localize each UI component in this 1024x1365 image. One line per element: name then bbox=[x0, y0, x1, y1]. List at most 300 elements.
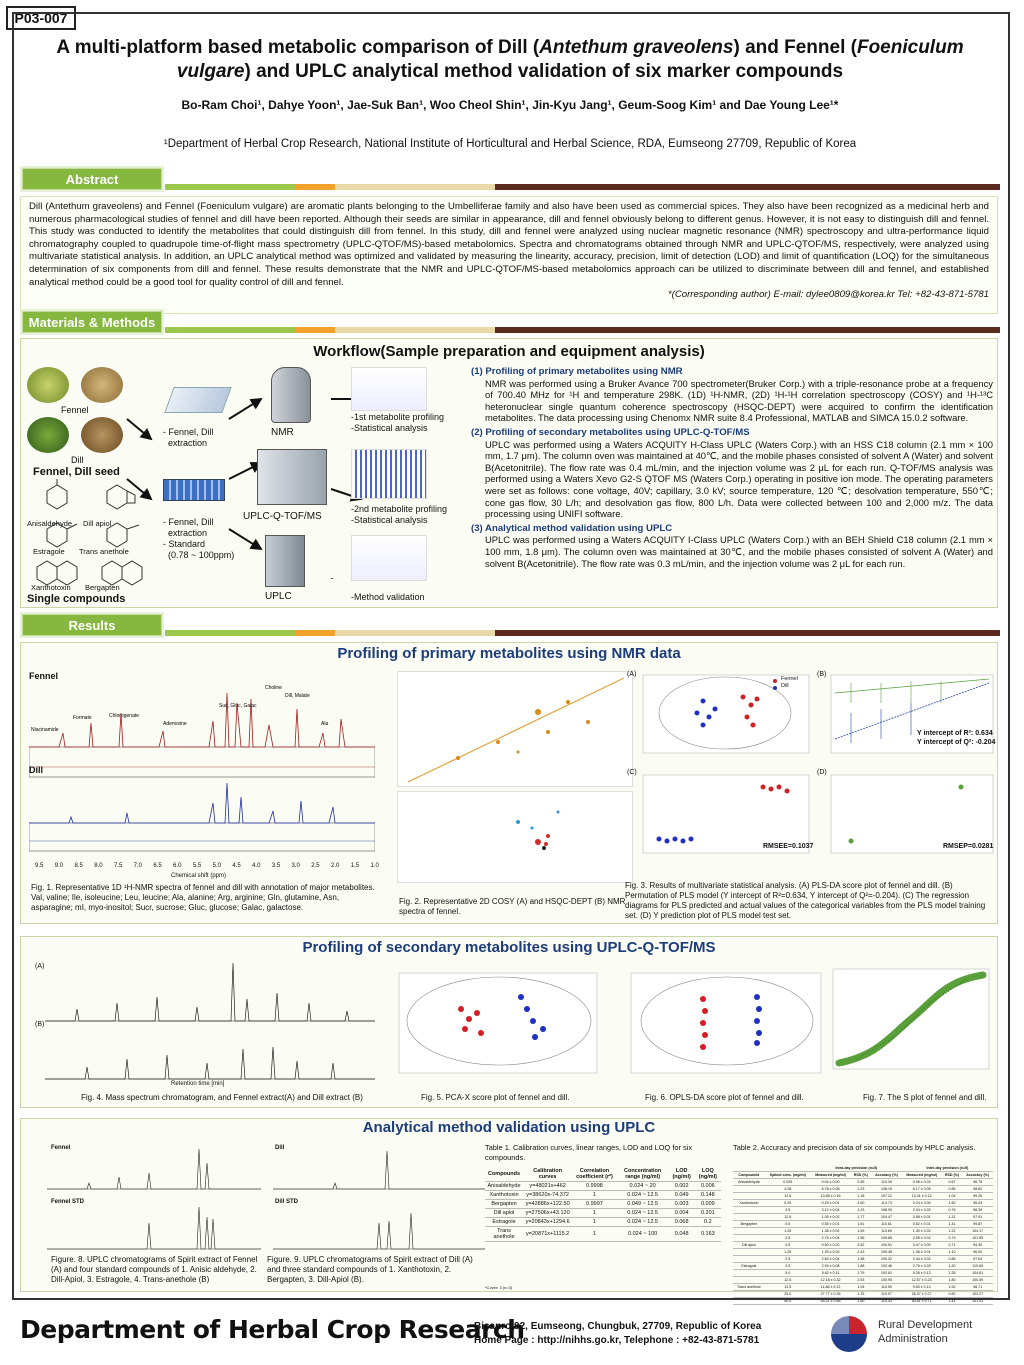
workflow-title: Workflow(Sample preparation and equipment analysis) bbox=[313, 343, 705, 360]
table-cell: 1.23 bbox=[850, 1186, 871, 1193]
table-cell: 0.004 bbox=[669, 1209, 695, 1218]
table-cell: 1.79 bbox=[850, 1270, 871, 1277]
accuracy-precision-table bbox=[733, 1165, 993, 1305]
table-cell: 0.67 bbox=[942, 1179, 963, 1186]
table-row bbox=[733, 1270, 993, 1277]
table-row bbox=[733, 1207, 993, 1214]
table-cell: 1.18 bbox=[850, 1193, 871, 1200]
fennel-plant-image bbox=[27, 367, 69, 403]
table-cell bbox=[733, 1298, 765, 1305]
table-cell: 1.20 bbox=[942, 1263, 963, 1270]
table-cell: 104.47 bbox=[871, 1214, 902, 1221]
compound-bergapten: Bergapten bbox=[85, 583, 120, 592]
hsqc-2d-spectrum bbox=[397, 791, 633, 883]
poster-id: P03-007 bbox=[6, 6, 76, 30]
table-cell: y=38620x-74.372 bbox=[523, 1191, 572, 1200]
table-cell: 97.91 bbox=[962, 1214, 993, 1221]
table-cell: 1.61 bbox=[850, 1221, 871, 1228]
table-cell: 97.63 bbox=[962, 1256, 993, 1263]
table-cell: 12.5 bbox=[765, 1284, 811, 1291]
fig6-caption: Fig. 6. OPLS-DA score plot of fennel and dill. bbox=[645, 1093, 804, 1102]
footer-address: Bisanro 92, Eumseong, Chungbuk, 27709, Republic of Korea Home Page : http://nihhs.go.kr, Telephone : +82-43-871-5781 bbox=[474, 1321, 762, 1346]
uplc-qtof-results-panel bbox=[20, 936, 998, 1108]
authors: Bo-Ram Choi¹, Dahye Yoon¹, Jae-Suk Ban¹, Woo Cheol Shin¹, Jin-Kyu Jang¹, Geum-Soog Kim¹ and Dae Young Lee¹* bbox=[181, 98, 839, 112]
fig3-caption: Fig. 3. Results of multivariate statistical analysis. (A) PLS-DA score plot of fennel and dill. (B) Permutation of PLS model (Y intercept of R²=0.634, Y intercept of Q²=-0.204). (C) The regression diagrams for PLS predicted and actual values of the categorical variables from the PLS model training set. (D) Y prediction plot of PLS model test set. bbox=[625, 881, 986, 920]
table1-note: *Cover: 3 (n=3) bbox=[485, 1285, 513, 1290]
table-cell: 99.25 bbox=[962, 1193, 993, 1200]
output-1: -1st metabolite profiling -Statistical analysis bbox=[351, 412, 445, 433]
results-heading: Results bbox=[22, 614, 162, 636]
table-cell: 13.41 ± 0.12 bbox=[902, 1193, 942, 1200]
table-cell: Anisaldehyde bbox=[485, 1182, 523, 1191]
table-cell: 5.62 ± 0.11 bbox=[811, 1270, 851, 1277]
table-row bbox=[733, 1235, 993, 1242]
table-cell: 1.58 bbox=[850, 1256, 871, 1263]
fig4-caption: Fig. 4. Mass spectrum chromatogram, and Fennel extract(A) and Dill extract (B) bbox=[81, 1093, 363, 1102]
table-cell: 0.52 ± 0.01 bbox=[902, 1221, 942, 1228]
table-cell: 95.43 bbox=[962, 1200, 993, 1207]
table-cell: 0.85 bbox=[942, 1186, 963, 1193]
nmr-instrument-image bbox=[271, 367, 311, 423]
fennel-label: Fennel bbox=[61, 405, 89, 415]
table-cell: 1.31 bbox=[942, 1214, 963, 1221]
table-cell: 1.25 bbox=[765, 1228, 811, 1235]
output-2: -2nd metabolite profiling -Statistical analysis bbox=[351, 504, 448, 525]
table-cell: 1 bbox=[572, 1218, 616, 1227]
s-plot bbox=[817, 965, 993, 1087]
table1-header: Concentration range (ng/ml) bbox=[617, 1167, 669, 1182]
table-cell: 96.00 bbox=[962, 1249, 993, 1256]
nmr-label: NMR bbox=[271, 427, 294, 438]
table-cell: 104.61 bbox=[962, 1270, 993, 1277]
table-cell: 1.77 bbox=[850, 1214, 871, 1221]
table-cell: Dill apiol bbox=[733, 1242, 765, 1249]
table-cell: 109.48 bbox=[871, 1249, 902, 1256]
table-row bbox=[733, 1221, 993, 1228]
table-cell: 1.41 bbox=[942, 1221, 963, 1228]
table-cell bbox=[733, 1277, 765, 1284]
table-cell: 1.39 ± 0.03 bbox=[811, 1249, 851, 1256]
table-cell: 1.05 ± 0.02 bbox=[811, 1214, 851, 1221]
methods-description bbox=[471, 363, 993, 569]
table-row bbox=[733, 1214, 993, 1221]
methods-heading: Materials & Methods bbox=[22, 311, 162, 333]
table-cell: Anisaldehyde bbox=[733, 1179, 765, 1186]
calibration-table bbox=[485, 1167, 721, 1242]
table-cell bbox=[733, 1193, 765, 1200]
table-cell: 26.07 ± 0.27 bbox=[902, 1291, 942, 1298]
svg-text:Suc, Gluc, Galac: Suc, Gluc, Galac bbox=[219, 703, 257, 709]
label-c: (C) bbox=[627, 769, 637, 776]
table-cell: 0.86 bbox=[942, 1256, 963, 1263]
table-cell: 0.148 bbox=[695, 1191, 721, 1200]
table-cell: 0.24 ± 0.00 bbox=[902, 1200, 942, 1207]
table-cell: 4.60 bbox=[850, 1200, 871, 1207]
table-cell: 0.002 bbox=[669, 1182, 695, 1191]
table-cell: 1.10 bbox=[942, 1249, 963, 1256]
table-cell bbox=[733, 1256, 765, 1263]
plsda-legend: Fennel Dill bbox=[781, 676, 798, 689]
table-cell bbox=[733, 1291, 765, 1298]
table-cell: 0.96 ± 0.02 bbox=[902, 1179, 942, 1186]
table-cell: 5.35 ± 0.13 bbox=[902, 1270, 942, 1277]
nmr-x-ticks: 9.5 9.0 8.5 8.0 7.5 7.0 6.5 6.0 5.5 5.0 4.5 4.0 3.5 3.0 2.5 2.0 1.5 1.0 bbox=[35, 863, 379, 869]
dill-uplc-chromatograms bbox=[273, 1143, 489, 1255]
table-cell: y=20843x+1294.6 bbox=[523, 1218, 572, 1227]
uplc-label: UPLC bbox=[265, 591, 292, 602]
fennel-nmr-spectrum bbox=[29, 683, 375, 783]
table-row bbox=[733, 1242, 993, 1249]
oplsda-score-plot bbox=[613, 969, 825, 1085]
table-row bbox=[733, 1249, 993, 1256]
validation-software-screenshot bbox=[351, 535, 427, 581]
table-cell: 1.60 bbox=[850, 1298, 871, 1305]
table-cell: 12.5 bbox=[765, 1193, 811, 1200]
intra-day-group: Intra-day precision (n=5) bbox=[811, 1165, 902, 1172]
fennel-chrom-label: Fennel bbox=[51, 1145, 71, 1151]
table-cell: 0.71 bbox=[942, 1242, 963, 1249]
table1-header: LOQ (ng/ml) bbox=[695, 1167, 721, 1182]
table-cell: 3.12 ± 0.04 bbox=[811, 1207, 851, 1214]
method-2-body: UPLC was performed using a Waters ACQUITY H-Class UPLC (Waters Corp.) with an HSS C18 column (2.1 mm × 100 mm, 1.7 μm). The column oven was maintained at 40℃, and the mobile phases consisted of solvent A (Water) and solvent B(Acetonitrile). The flow rate was 0.4 mL/min, and the injection volume was 2 μL for each run. Q-TOF/MS analysis was performed using a Waters Xevo G2-S QTOF MS (Waters Corp.) operating in positive ion mode. The operating parameters were set as follows: cone voltage, 40V; capillary, 3.0 kV; source temperature, 120 ℃; desolvation temperature, 550℃; cone gas flow, 30 L/h; and desolvation gas flow, 800 L/h. Data were collected between 100 and 2,000 m/z. The data processing using UNIFI software. bbox=[485, 438, 993, 520]
method-1-body: NMR was performed using a Bruker Avance 700 spectrometer(Bruker Corp.) with a triple-resonance probe at a frequency of 700.40 MHz for ¹H and temperature 298K. (1D) ¹H-NMR, (2D) ¹H-¹H correlation spectroscopy (COSY) and ¹H-¹³C heteronuclear single quantum coherence spectroscopy (HSQC-DEPT) were acquired to confirm the identification metabolites. The data processing using Chenomx NMR suite 8.4 Professional, MATLAB and SIMCA 15.0.2 software. bbox=[485, 377, 993, 424]
table-row bbox=[733, 1263, 993, 1270]
table-cell: Estragole bbox=[485, 1218, 523, 1227]
table-cell: 0.024 ~ 100 bbox=[617, 1227, 669, 1242]
table-row bbox=[733, 1200, 993, 1207]
nmr-x-label: Chemical shift (ppm) bbox=[171, 873, 227, 879]
table-cell: y=20871x+1115.2 bbox=[523, 1227, 572, 1242]
chrom-x-label: Retention time [min] bbox=[171, 1081, 225, 1087]
fig5-caption: Fig. 5. PCA-X score plot of fennel and dill. bbox=[421, 1093, 570, 1102]
rmsep-value: RMSEP=0.0281 bbox=[943, 843, 994, 850]
table-row bbox=[485, 1218, 721, 1227]
table-cell: 1.25 bbox=[850, 1291, 871, 1298]
rmsee-value: RMSEE=0.1037 bbox=[763, 843, 814, 850]
tube-rack-image bbox=[164, 387, 231, 413]
table-cell: 102.81 bbox=[871, 1270, 902, 1277]
table-cell: 0.024 ~ 20 bbox=[617, 1182, 669, 1191]
table-cell: 1.25 bbox=[765, 1249, 811, 1256]
dill-seed-image bbox=[81, 417, 123, 453]
rda-logo-icon bbox=[826, 1312, 872, 1354]
svg-text:Adenosine: Adenosine bbox=[163, 721, 187, 727]
table-cell: 109.85 bbox=[871, 1235, 902, 1242]
table-cell: 1.56 bbox=[850, 1235, 871, 1242]
table-cell: Estragole bbox=[733, 1263, 765, 1270]
table-cell bbox=[733, 1270, 765, 1277]
table-cell: 27.77 ± 0.35 bbox=[811, 1291, 851, 1298]
nmr-results-panel bbox=[20, 642, 998, 924]
table-cell: 0.55 ± 0.01 bbox=[811, 1221, 851, 1228]
table-cell: y=48021x+462 bbox=[523, 1182, 572, 1191]
affiliation: ¹Department of Herbal Crop Research, National Institute of Horticultural and Herbal Science, RDA, Eumseong 27709, Republic of Korea bbox=[163, 138, 857, 150]
table-row bbox=[485, 1209, 721, 1218]
table-cell: 2.5 bbox=[765, 1256, 811, 1263]
table-cell: 0.5 bbox=[765, 1221, 811, 1228]
abstract-text: Dill (Antethum graveolens) and Fennel (Foeniculum vulgare) are aromatic plants belonging to the Umbelliferae family and also have been used as commercial spices. They also have been recognized as a medicinal herb and numerous pharmacological studies of fennel and dill have been reported. Although their seeds are similar in appearance, dill and fennel obviously belong to different genus. However, it is not easy to distinguish dill and fennel. This study was conducted to identify the metabolites that could distinguish dill from fennel. In this study, dill and fennel were analyzed using nuclear magnetic resonance (NMR) spectroscopy and ultra-performance liquid chromatography coupled to quadrupole time-of-flight mass spectrometry (UPLC-QTOF/MS)-based metabolomics. Spectra and chromatograms obtained through NMR and UPLC-QTOF/MS, respectively, were analyzed using multivariate statistical analysis. In addition, an UPLC analytical method was optimized and validated by measuring the linearity, accuracy, precision, limit of detection (LOD) and limit of quantification (LOQ) for the simultaneous determination of six components from dill and fennel. These results demonstrate that the NMR and UPLC-QTOF/MS-based metabolomics approach can be utilized to discriminate between dill and fennel, and established analytical method could be a good tool for quality control of dill and fennel. bbox=[29, 201, 989, 288]
table-row bbox=[733, 1186, 993, 1193]
method-2-heading: (2) Profiling of secondary metabolites using UPLC-Q-TOF/MS bbox=[471, 426, 750, 438]
table-cell: 2.44 ± 0.02 bbox=[902, 1207, 942, 1214]
table-cell: 104.17 bbox=[962, 1228, 993, 1235]
table-cell: y=42886x+122.50 bbox=[523, 1200, 572, 1209]
dill-label: Dill bbox=[71, 455, 84, 465]
table-cell: 0.25 bbox=[765, 1200, 811, 1207]
table-cell: 4.28 bbox=[765, 1186, 811, 1193]
table-cell: 12.18 ± 0.32 bbox=[811, 1277, 851, 1284]
table-cell: 101.03 bbox=[962, 1298, 993, 1305]
mass-chromatograms bbox=[45, 963, 379, 1089]
table-cell: 110.90 bbox=[871, 1284, 902, 1291]
table-cell: 0.049 ~ 12.5 bbox=[617, 1200, 669, 1209]
svg-text:Formate: Formate bbox=[73, 715, 92, 721]
abstract-box bbox=[20, 196, 998, 314]
table2-header: Measured (mg/ml) bbox=[811, 1172, 851, 1179]
table-cell: 0.006 bbox=[695, 1182, 721, 1191]
table2-header: Accuracy (%) bbox=[871, 1172, 902, 1179]
label-d: (D) bbox=[817, 769, 827, 776]
table-cell: 2.75 ± 0.04 bbox=[811, 1235, 851, 1242]
table-cell: 2.55 bbox=[850, 1179, 871, 1186]
table-cell: 3.52 bbox=[850, 1242, 871, 1249]
table2-header: Accuracy (%) bbox=[962, 1172, 993, 1179]
svg-text:Ala: Ala bbox=[321, 721, 329, 727]
table-cell: Trans anethole bbox=[485, 1227, 523, 1242]
table-cell: 0.47 ± 0.00 bbox=[902, 1242, 942, 1249]
pca-score-plot bbox=[381, 969, 601, 1085]
table-cell: 0.009 bbox=[695, 1200, 721, 1209]
table-cell: 2.55 ± 0.02 bbox=[902, 1235, 942, 1242]
table-cell: Xanthotoxin bbox=[485, 1191, 523, 1200]
table-row bbox=[733, 1291, 993, 1298]
table-cell bbox=[733, 1249, 765, 1256]
table-cell: 0.003 bbox=[669, 1200, 695, 1209]
table-cell: 0.58 ± 0.01 bbox=[902, 1214, 942, 1221]
table-cell: 100.59 bbox=[962, 1277, 993, 1284]
table-cell: 2.76 ± 0.03 bbox=[902, 1263, 942, 1270]
table-cell bbox=[733, 1235, 765, 1242]
uplc-qtof-instrument-image bbox=[257, 449, 327, 505]
table-row bbox=[733, 1179, 993, 1186]
fig2-caption: Fig. 2. Representative 2D COSY (A) and HSQC-DEPT (B) NMR spectra of fennel. bbox=[399, 897, 626, 916]
table-cell: 119.39 bbox=[871, 1179, 902, 1186]
uplc-qtof-label: UPLC-Q-TOF/MS bbox=[243, 511, 322, 522]
intercept-values: Y intercept of R²: 0.634 Y intercept of Q²: -0.204 bbox=[917, 730, 996, 746]
table-cell: 0.048 bbox=[669, 1227, 695, 1242]
table-cell: 0.76 bbox=[942, 1207, 963, 1214]
table-cell: 0.9998 bbox=[572, 1182, 616, 1191]
label-a: (A) bbox=[627, 671, 637, 678]
nmr-software-screenshot bbox=[351, 367, 427, 411]
table-cell: 55.21 ± 0.68 bbox=[811, 1298, 851, 1305]
table-cell: 2.63 ± 0.04 bbox=[811, 1256, 851, 1263]
fig8-caption: Figure. 8. UPLC chromatograms of Spirit extract of Fennel (A) and four standard compounds of 1. Anisic aldehyde, 2. Dill-Apiol, 3. Estragole, 4. Trans-anethole (B) bbox=[51, 1255, 258, 1284]
table-row bbox=[733, 1228, 993, 1235]
table-cell: 1 bbox=[572, 1227, 616, 1242]
table-cell: 0.50 ± 0.02 bbox=[811, 1242, 851, 1249]
table-cell: 2.94 ± 0.08 bbox=[811, 1263, 851, 1270]
table-cell: 108.19 bbox=[871, 1186, 902, 1193]
color-stripe bbox=[165, 630, 1000, 636]
table-cell: 1.38 ± 0.02 bbox=[811, 1228, 851, 1235]
table-cell: 6.78 ± 0.08 bbox=[811, 1186, 851, 1193]
table1-header: Correlation coefficient (r²) bbox=[572, 1167, 616, 1182]
table-cell: 105.32 bbox=[871, 1256, 902, 1263]
table-cell: 0.82 bbox=[942, 1291, 963, 1298]
workflow-panel bbox=[20, 338, 998, 608]
table-cell bbox=[733, 1228, 765, 1235]
table-cell: 2.5 bbox=[765, 1263, 811, 1270]
table-cell bbox=[733, 1186, 765, 1193]
table-cell: 1.80 bbox=[942, 1277, 963, 1284]
table-cell: 110.69 bbox=[962, 1263, 993, 1270]
table-cell: 0.024 ~ 12.5 bbox=[617, 1191, 669, 1200]
table-cell: 13.68 ± 0.16 bbox=[811, 1193, 851, 1200]
table-cell: 108.00 bbox=[871, 1207, 902, 1214]
table-cell: 1.41 bbox=[942, 1298, 963, 1305]
fig9-caption: Figure. 9. UPLC chromatograms of Spirit extract of Dill (A) and three standard compounds of 1. Xanthotoxin, 2. Bergapten, 3. Dill-Apiol (B). bbox=[267, 1255, 473, 1284]
table-cell: 2.53 bbox=[850, 1277, 871, 1284]
table-cell: 1 bbox=[572, 1209, 616, 1218]
workflow-arrows bbox=[121, 379, 381, 579]
dill-spectrum-label: Dill bbox=[29, 765, 44, 775]
table-cell: 98.39 bbox=[962, 1207, 993, 1214]
footer-department: Department of Herbal Crop Research bbox=[20, 1315, 525, 1344]
table-cell: 1.59 bbox=[850, 1228, 871, 1235]
dill-plant-image bbox=[27, 417, 69, 453]
nmr-panel-title: Profiling of primary metabolites using NMR data bbox=[337, 645, 681, 662]
table-cell: 99.87 bbox=[962, 1221, 993, 1228]
table-cell: 12.5 bbox=[765, 1277, 811, 1284]
table-cell: 0.2 bbox=[695, 1218, 721, 1227]
dill-std-label: Dill STD bbox=[275, 1199, 299, 1205]
qtof-software-screenshot bbox=[351, 449, 427, 499]
table-row bbox=[485, 1182, 721, 1191]
table2-header: Spiked conc. (mg/ml) bbox=[765, 1172, 811, 1179]
prep-step-1: - Fennel, Dill extraction bbox=[163, 427, 214, 448]
table-cell: 110.61 bbox=[871, 1221, 902, 1228]
well-plate-image bbox=[163, 479, 225, 501]
table-cell: 0.024 ~ 12.5 bbox=[617, 1218, 669, 1227]
compound-anisaldehyde: Anisaldehyde bbox=[27, 519, 73, 528]
compound-trans-anethole: Trans anethole bbox=[79, 547, 129, 556]
table-row bbox=[733, 1193, 993, 1200]
table-cell: 9.83 ± 0.13 bbox=[902, 1284, 942, 1291]
table-cell: 0.79 bbox=[942, 1235, 963, 1242]
table-cell: 25.0 bbox=[765, 1291, 811, 1298]
table-cell bbox=[733, 1214, 765, 1221]
table1-header: LOD (ng/ml) bbox=[669, 1167, 695, 1182]
svg-text:Chlorogenate: Chlorogenate bbox=[109, 713, 140, 719]
fennel-std-label: Fennel STD bbox=[51, 1199, 85, 1205]
fig1-caption: Fig. 1. Representative 1D ¹H-NMR spectra of fennel and dill with annotation of major metabolites. Val, valine; Ile, isoleucine; Leu, leucine; Ala, alanine; Arg, arginine; Gln, glutamine, Asn, asparagine; mI, myo-inositol; Sucr, sucrose; Gluc, glucose; Galac, galactose. bbox=[31, 883, 375, 912]
table-cell: 2.43 bbox=[850, 1249, 871, 1256]
cosy-2d-spectrum bbox=[397, 671, 633, 787]
table2-header: RSD (%) bbox=[942, 1172, 963, 1179]
table-cell: 50.51 ± 0.71 bbox=[902, 1298, 942, 1305]
table-cell: 101.95 bbox=[962, 1235, 993, 1242]
method-3-body: UPLC was performed using a Waters ACQUITY I-Class UPLC (Waters Corp.) with an BEH Shield C18 column (2.1 mm × 100 mm, 1.8 μm). The column oven was maintained at 30℃, and the mobile phases consisted of solvent A (Water) and solvent B(Acetonitrile). The flow rate was 0.3 mL/min, and the injection volume was 2 μL for each run. bbox=[485, 534, 993, 569]
table-cell: 0.163 bbox=[695, 1227, 721, 1242]
table-cell: 1.82 bbox=[942, 1200, 963, 1207]
table2-header: Measured (mg/ml) bbox=[902, 1172, 942, 1179]
chrom-label-a: (A) bbox=[35, 963, 45, 970]
table-cell: y=27506x+43.120 bbox=[523, 1209, 572, 1218]
table-cell: 2.35 bbox=[942, 1270, 963, 1277]
uplc-instrument-image bbox=[265, 535, 305, 587]
validation-panel-title: Analytical method validation using UPLC bbox=[362, 1119, 656, 1136]
table-cell: 110.69 bbox=[871, 1228, 902, 1235]
table-cell: 1 bbox=[572, 1191, 616, 1200]
rda-name: Rural Development Administration bbox=[878, 1319, 973, 1345]
table1-header: Calibration curves bbox=[523, 1167, 572, 1182]
table-cell: 98.71 bbox=[962, 1284, 993, 1291]
method-1-heading: (1) Profiling of primary metabolites using NMR bbox=[471, 366, 683, 377]
color-stripe bbox=[165, 327, 1000, 333]
table-cell: 0.201 bbox=[695, 1209, 721, 1218]
table-cell: 12.5 bbox=[765, 1214, 811, 1221]
table-cell: 2.5 bbox=[765, 1207, 811, 1214]
abstract-heading: Abstract bbox=[22, 168, 162, 190]
compound-dill-apiol: Dill apiol bbox=[83, 519, 112, 528]
table-cell: 100.95 bbox=[871, 1277, 902, 1284]
table-cell: Xanthotoxin bbox=[733, 1200, 765, 1207]
table-cell: Trans anethole bbox=[733, 1284, 765, 1291]
table-cell: Bergapten bbox=[485, 1200, 523, 1209]
dill-nmr-spectrum bbox=[29, 777, 375, 863]
table-cell: 100.51 bbox=[871, 1242, 902, 1249]
table-cell: 6.17 ± 0.05 bbox=[902, 1186, 942, 1193]
table-row bbox=[485, 1227, 721, 1242]
table-row bbox=[733, 1284, 993, 1291]
poster-title: A multi-platform based metabolic comparison of Dill (Antethum graveolens) and Fennel (Foeniculum vulgare) and UPLC analytical method validation of six marker compounds bbox=[56, 37, 964, 82]
svg-text:Choline: Choline bbox=[265, 685, 282, 691]
table-cell: 110.43 bbox=[871, 1298, 902, 1305]
seed-label: Fennel, Dill seed bbox=[33, 466, 120, 478]
permutation-plot bbox=[821, 673, 997, 763]
fig7-caption: Fig. 7. The S plot of fennel and dill. bbox=[863, 1093, 987, 1102]
method-3-heading: (3) Analytical method validation using UPLC bbox=[471, 522, 673, 534]
color-stripe bbox=[165, 184, 1000, 190]
table-cell: 1.36 ± 0.01 bbox=[902, 1249, 942, 1256]
table-cell: 94.39 bbox=[962, 1242, 993, 1249]
table-row bbox=[733, 1256, 993, 1263]
chrom-label-b: (B) bbox=[35, 1021, 45, 1028]
table-row bbox=[733, 1298, 993, 1305]
table-cell: Dill apiol bbox=[485, 1209, 523, 1218]
table1-header: Compounds bbox=[485, 1167, 523, 1182]
prep-step-2: - Fennel, Dill extraction - Standard (0.78 ~ 100ppm) bbox=[163, 517, 235, 560]
inter-day-group: Inter-day precision (n=5) bbox=[902, 1165, 993, 1172]
table2-caption: Table 2. Accuracy and precision data of six compounds by HPLC analysis. bbox=[733, 1143, 976, 1152]
svg-text:Dill, Malate: Dill, Malate bbox=[285, 693, 310, 699]
table-cell: 1.23 bbox=[850, 1207, 871, 1214]
dill-chrom-label: Dill bbox=[275, 1145, 285, 1151]
table-cell: 11.88 ± 0.12 bbox=[811, 1284, 851, 1291]
table-cell: 2.5 bbox=[765, 1235, 811, 1242]
table-cell: 107.22 bbox=[871, 1193, 902, 1200]
uplc-panel-title: Profiling of secondary metabolites using UPLC-Q-TOF/MS bbox=[302, 939, 716, 956]
table-row bbox=[485, 1191, 721, 1200]
compound-xanthotoxin: Xanthotoxin bbox=[31, 583, 71, 592]
table-cell: 1.04 bbox=[942, 1193, 963, 1200]
table-row bbox=[733, 1277, 993, 1284]
svg-text:Niacinamide: Niacinamide bbox=[31, 727, 59, 733]
table-row bbox=[485, 1200, 721, 1209]
table-cell: 0.5 bbox=[765, 1242, 811, 1249]
table-cell: 1.52 bbox=[942, 1284, 963, 1291]
